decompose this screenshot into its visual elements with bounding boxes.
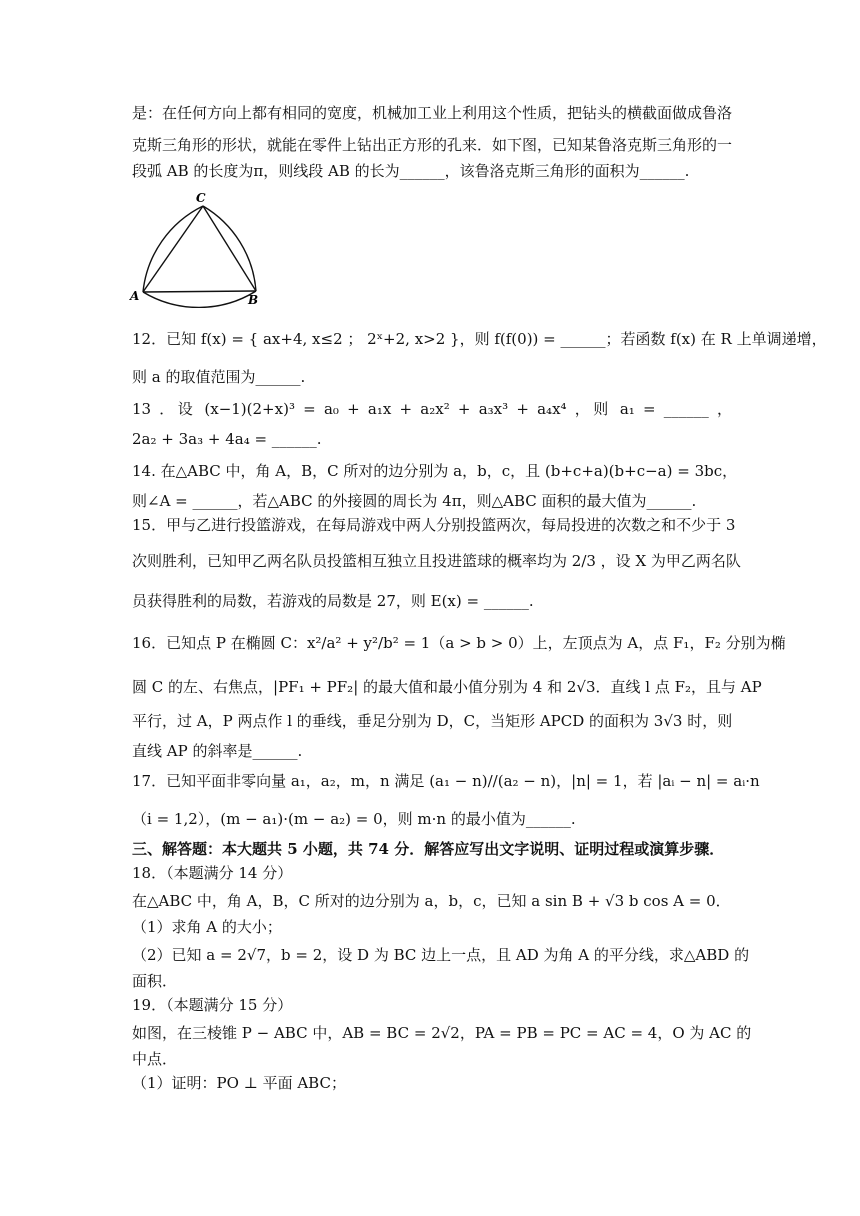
q17-line-2: （i = 1,2），(m − a₁)·(m − a₂) = 0，则 m·n 的最小值为______.	[132, 810, 576, 828]
q12-line-2: 则 a 的取值范围为______.	[132, 368, 306, 386]
p11-line-2: 克斯三角形的形状，就能在零件上钻出正方形的孔来．如下图，已知某鲁洛克斯三角形的一	[132, 136, 733, 154]
q16-line-1: 16．已知点 P 在椭圆 C：x²/a² + y²/b² = 1（a > b > 0）上，左顶点为 A，点 F₁，F₂ 分别为椭	[132, 634, 786, 652]
q12-line-1: 12．已知 f(x) = { ax+4, x≤2 ； 2ˣ+2, x>2 }，则 f(f(0)) = ______；若函数 f(x) 在 R 上单调递增，	[132, 330, 827, 348]
q19-heading: 19．（本题满分 15 分）	[132, 996, 293, 1014]
q16-line-2: 圆 C 的左、右焦点，|PF₁ + PF₂| 的最大值和最小值分别为 4 和 2√3．直线 l 点 F₂，且与 AP	[132, 678, 762, 696]
q19-line-1: 如图，在三棱锥 P − ABC 中，AB = BC = 2√2，PA = PB = PC = AC = 4，O 为 AC 的	[132, 1024, 752, 1042]
q18-part-1: （1）求角 A 的大小；	[132, 918, 282, 936]
q16-line-3: 平行，过 A，P 两点作 l 的垂线，垂足分别为 D，C，当矩形 APCD 的面积为 3√3 时，则	[132, 712, 733, 730]
q14-line-2: 则∠A = ______，若△ABC 的外接圆的周长为 4π，则△ABC 面积的最大值为______.	[132, 492, 697, 510]
q18-part-2-line-2: 面积．	[132, 972, 178, 990]
q19-line-2: 中点．	[132, 1050, 178, 1068]
q16-line-4: 直线 AP 的斜率是______.	[132, 742, 303, 760]
q13-line-1: 13 ．设 (x−1)(2+x)³ = a₀ + a₁x + a₂x² + a₃x³ + a₄x⁴ ，则 a₁ = ______ ，	[132, 400, 732, 418]
figure-label-b: B	[248, 293, 259, 307]
q18-heading: 18．（本题满分 14 分）	[132, 864, 293, 882]
q15-line-3: 员获得胜利的局数，若游戏的局数是 27，则 E(x) = ______.	[132, 592, 534, 610]
q13-line-2: 2a₂ + 3a₃ + 4a₄ = ______.	[132, 430, 322, 448]
section-3-heading: 三、解答题：本大题共 5 小题，共 74 分．解答应写出文字说明、证明过程或演算步骤．	[132, 840, 725, 858]
q18-part-2-line-1: （2）已知 a = 2√7，b = 2，设 D 为 BC 边上一点，且 AD 为角 A 的平分线，求△ABD 的	[132, 946, 750, 964]
figure-label-c: C	[196, 191, 206, 205]
q19-part-1: （1）证明：PO ⊥ 平面 ABC；	[132, 1074, 346, 1092]
p11-line-1: 是：在任何方向上都有相同的宽度，机械加工业上利用这个性质，把钻头的横截面做成鲁洛	[132, 104, 733, 122]
figure-label-a: A	[130, 289, 140, 303]
q15-line-2: 次则胜利，已知甲乙两名队员投篮相互独立且投进篮球的概率均为 2/3 ，设 X 为甲乙两名队	[132, 552, 741, 570]
q14-line-1: 14. 在△ABC 中，角 A，B，C 所对的边分别为 a，b，c，且 (b+c+a)(b+c−a) = 3bc，	[132, 462, 738, 480]
q17-line-1: 17．已知平面非零向量 a₁，a₂，m，n 满足 (a₁ − n)//(a₂ − n)，|n| = 1，若 |aᵢ − n| = aᵢ·n	[132, 772, 760, 790]
p11-line-3: 段弧 AB 的长度为π，则线段 AB 的长为______，该鲁洛克斯三角形的面积为______.	[132, 162, 690, 180]
reuleaux-triangle-figure	[128, 188, 268, 308]
q15-line-1: 15．甲与乙进行投篮游戏，在每局游戏中两人分别投篮两次，每局投进的次数之和不少于 3	[132, 516, 736, 534]
q18-line-1: 在△ABC 中，角 A，B，C 所对的边分别为 a，b，c，已知 a sin B + √3 b cos A = 0．	[132, 892, 731, 910]
